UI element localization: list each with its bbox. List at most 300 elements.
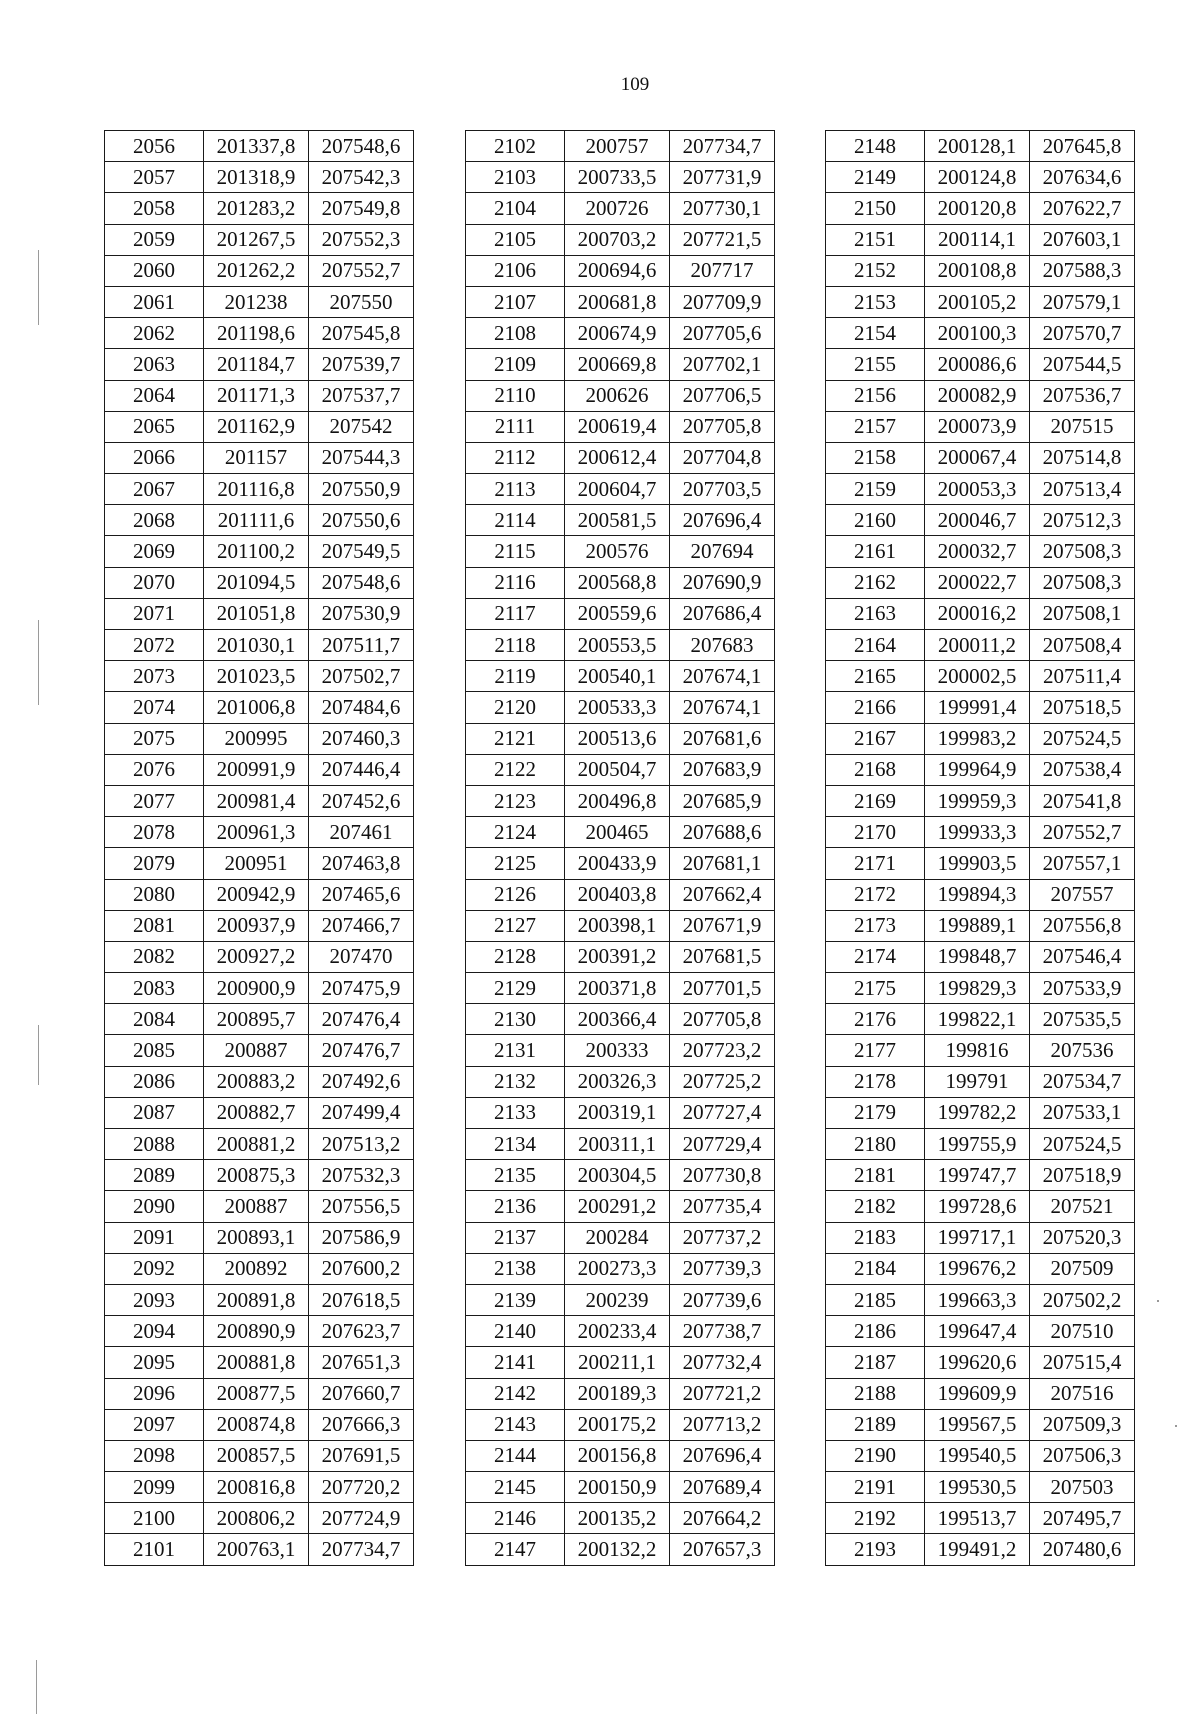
y-coordinate-cell: 207511,7 <box>309 630 414 661</box>
table-row <box>826 598 1135 629</box>
point-number-cell: 2070 <box>105 567 204 598</box>
point-number-cell: 2060 <box>105 255 204 286</box>
point-number-cell: 2150 <box>826 193 925 224</box>
point-number-cell: 2140 <box>466 1316 565 1347</box>
table-row <box>105 941 414 972</box>
y-coordinate-cell: 207550,6 <box>309 505 414 536</box>
table-row <box>105 224 414 255</box>
y-coordinate-cell: 207524,5 <box>1030 1129 1135 1160</box>
table-row <box>105 474 414 505</box>
point-number-cell: 2095 <box>105 1347 204 1378</box>
x-coordinate-cell: 199959,3 <box>925 785 1030 816</box>
point-number-cell: 2084 <box>105 1004 204 1035</box>
y-coordinate-cell: 207696,4 <box>670 505 775 536</box>
table-row <box>466 1191 775 1222</box>
y-coordinate-cell: 207706,5 <box>670 380 775 411</box>
y-coordinate-cell: 207723,2 <box>670 1035 775 1066</box>
point-number-cell: 2098 <box>105 1440 204 1471</box>
table-row <box>826 1534 1135 1565</box>
point-number-cell: 2079 <box>105 848 204 879</box>
table-row <box>826 505 1135 536</box>
table-row <box>105 1035 414 1066</box>
point-number-cell: 2143 <box>466 1409 565 1440</box>
x-coordinate-cell: 200120,8 <box>925 193 1030 224</box>
y-coordinate-cell: 207536,7 <box>1030 380 1135 411</box>
x-coordinate-cell: 200135,2 <box>565 1503 670 1534</box>
table-row <box>105 1534 414 1565</box>
point-number-cell: 2081 <box>105 910 204 941</box>
y-coordinate-cell: 207535,5 <box>1030 1004 1135 1035</box>
scan-artifact-line <box>38 250 39 325</box>
point-number-cell: 2058 <box>105 193 204 224</box>
y-coordinate-cell: 207548,6 <box>309 131 414 162</box>
table-row <box>826 910 1135 941</box>
table-row <box>826 1316 1135 1347</box>
table-row <box>826 224 1135 255</box>
point-number-cell: 2091 <box>105 1222 204 1253</box>
table-row <box>466 1035 775 1066</box>
x-coordinate-cell: 199540,5 <box>925 1440 1030 1471</box>
y-coordinate-cell: 207721,2 <box>670 1378 775 1409</box>
y-coordinate-cell: 207622,7 <box>1030 193 1135 224</box>
x-coordinate-cell: 200681,8 <box>565 286 670 317</box>
point-number-cell: 2158 <box>826 442 925 473</box>
x-coordinate-cell: 200703,2 <box>565 224 670 255</box>
x-coordinate-cell: 201006,8 <box>204 692 309 723</box>
x-coordinate-cell: 200612,4 <box>565 442 670 473</box>
y-coordinate-cell: 207536 <box>1030 1035 1135 1066</box>
x-coordinate-cell: 200304,5 <box>565 1160 670 1191</box>
x-coordinate-cell: 200877,5 <box>204 1378 309 1409</box>
x-coordinate-cell: 200326,3 <box>565 1066 670 1097</box>
x-coordinate-cell: 200175,2 <box>565 1409 670 1440</box>
x-coordinate-cell: 200816,8 <box>204 1472 309 1503</box>
point-number-cell: 2127 <box>466 910 565 941</box>
point-number-cell: 2118 <box>466 630 565 661</box>
y-coordinate-cell: 207463,8 <box>309 848 414 879</box>
x-coordinate-cell: 200942,9 <box>204 879 309 910</box>
table-row <box>466 692 775 723</box>
point-number-cell: 2156 <box>826 380 925 411</box>
y-coordinate-cell: 207446,4 <box>309 754 414 785</box>
point-number-cell: 2069 <box>105 536 204 567</box>
point-number-cell: 2133 <box>466 1097 565 1128</box>
x-coordinate-cell: 200763,1 <box>204 1534 309 1565</box>
y-coordinate-cell: 207701,5 <box>670 973 775 1004</box>
point-number-cell: 2061 <box>105 286 204 317</box>
point-number-cell: 2065 <box>105 411 204 442</box>
table-row <box>466 1066 775 1097</box>
point-number-cell: 2179 <box>826 1097 925 1128</box>
x-coordinate-cell: 200319,1 <box>565 1097 670 1128</box>
y-coordinate-cell: 207518,9 <box>1030 1160 1135 1191</box>
x-coordinate-cell: 199728,6 <box>925 1191 1030 1222</box>
table-row <box>105 193 414 224</box>
y-coordinate-cell: 207509,3 <box>1030 1409 1135 1440</box>
y-coordinate-cell: 207550,9 <box>309 474 414 505</box>
point-number-cell: 2068 <box>105 505 204 536</box>
y-coordinate-cell: 207475,9 <box>309 973 414 1004</box>
point-number-cell: 2177 <box>826 1035 925 1066</box>
y-coordinate-cell: 207685,9 <box>670 785 775 816</box>
y-coordinate-cell: 207738,7 <box>670 1316 775 1347</box>
x-coordinate-cell: 199747,7 <box>925 1160 1030 1191</box>
table-row <box>826 349 1135 380</box>
x-coordinate-cell: 201116,8 <box>204 474 309 505</box>
table-row <box>466 941 775 972</box>
y-coordinate-cell: 207516 <box>1030 1378 1135 1409</box>
x-coordinate-cell: 199609,9 <box>925 1378 1030 1409</box>
y-coordinate-cell: 207544,3 <box>309 442 414 473</box>
x-coordinate-cell: 200604,7 <box>565 474 670 505</box>
table-row <box>105 630 414 661</box>
y-coordinate-cell: 207515,4 <box>1030 1347 1135 1378</box>
point-number-cell: 2128 <box>466 941 565 972</box>
point-number-cell: 2101 <box>105 1534 204 1565</box>
x-coordinate-cell: 199491,2 <box>925 1534 1030 1565</box>
point-number-cell: 2122 <box>466 754 565 785</box>
table-row <box>105 255 414 286</box>
point-number-cell: 2139 <box>466 1284 565 1315</box>
y-coordinate-cell: 207514,8 <box>1030 442 1135 473</box>
y-coordinate-cell: 207657,3 <box>670 1534 775 1565</box>
y-coordinate-cell: 207732,4 <box>670 1347 775 1378</box>
table-row <box>105 1097 414 1128</box>
table-row <box>105 848 414 879</box>
point-number-cell: 2166 <box>826 692 925 723</box>
point-number-cell: 2096 <box>105 1378 204 1409</box>
table-row <box>105 879 414 910</box>
point-number-cell: 2168 <box>826 754 925 785</box>
table-row <box>826 879 1135 910</box>
y-coordinate-cell: 207492,6 <box>309 1066 414 1097</box>
y-coordinate-cell: 207452,6 <box>309 785 414 816</box>
table-row <box>105 567 414 598</box>
x-coordinate-cell: 200961,3 <box>204 817 309 848</box>
y-coordinate-cell: 207618,5 <box>309 1284 414 1315</box>
x-coordinate-cell: 199791 <box>925 1066 1030 1097</box>
x-coordinate-cell: 200900,9 <box>204 973 309 1004</box>
table-row <box>105 1004 414 1035</box>
x-coordinate-cell: 200128,1 <box>925 131 1030 162</box>
point-number-cell: 2082 <box>105 941 204 972</box>
x-coordinate-cell: 200496,8 <box>565 785 670 816</box>
point-number-cell: 2173 <box>826 910 925 941</box>
table-row <box>466 1253 775 1284</box>
table-row <box>466 1347 775 1378</box>
y-coordinate-cell: 207588,3 <box>1030 255 1135 286</box>
point-number-cell: 2189 <box>826 1409 925 1440</box>
point-number-cell: 2180 <box>826 1129 925 1160</box>
table-row <box>826 1409 1135 1440</box>
x-coordinate-cell: 200391,2 <box>565 941 670 972</box>
y-coordinate-cell: 207546,4 <box>1030 941 1135 972</box>
point-number-cell: 2075 <box>105 723 204 754</box>
point-number-cell: 2088 <box>105 1129 204 1160</box>
x-coordinate-cell: 200053,3 <box>925 474 1030 505</box>
point-number-cell: 2120 <box>466 692 565 723</box>
point-number-cell: 2083 <box>105 973 204 1004</box>
y-coordinate-cell: 207734,7 <box>670 131 775 162</box>
point-number-cell: 2092 <box>105 1253 204 1284</box>
point-number-cell: 2176 <box>826 1004 925 1035</box>
y-coordinate-cell: 207503 <box>1030 1472 1135 1503</box>
point-number-cell: 2171 <box>826 848 925 879</box>
point-number-cell: 2153 <box>826 286 925 317</box>
x-coordinate-cell: 199717,1 <box>925 1222 1030 1253</box>
y-coordinate-cell: 207727,4 <box>670 1097 775 1128</box>
table-row <box>105 817 414 848</box>
point-number-cell: 2192 <box>826 1503 925 1534</box>
y-coordinate-cell: 207510 <box>1030 1316 1135 1347</box>
table-row <box>466 318 775 349</box>
point-number-cell: 2059 <box>105 224 204 255</box>
table-row <box>466 598 775 629</box>
x-coordinate-cell: 199848,7 <box>925 941 1030 972</box>
y-coordinate-cell: 207480,6 <box>1030 1534 1135 1565</box>
point-number-cell: 2193 <box>826 1534 925 1565</box>
point-number-cell: 2115 <box>466 536 565 567</box>
x-coordinate-cell: 200553,5 <box>565 630 670 661</box>
x-coordinate-cell: 199513,7 <box>925 1503 1030 1534</box>
point-number-cell: 2107 <box>466 286 565 317</box>
table-row <box>826 1284 1135 1315</box>
point-number-cell: 2104 <box>466 193 565 224</box>
table-row <box>826 474 1135 505</box>
table-row <box>466 817 775 848</box>
table-row <box>466 973 775 1004</box>
table-row <box>105 1409 414 1440</box>
coordinates-table-1 <box>104 130 414 1566</box>
y-coordinate-cell: 207542 <box>309 411 414 442</box>
point-number-cell: 2124 <box>466 817 565 848</box>
y-coordinate-cell: 207557,1 <box>1030 848 1135 879</box>
x-coordinate-cell: 201157 <box>204 442 309 473</box>
y-coordinate-cell: 207717 <box>670 255 775 286</box>
y-coordinate-cell: 207725,2 <box>670 1066 775 1097</box>
point-number-cell: 2146 <box>466 1503 565 1534</box>
point-number-cell: 2186 <box>826 1316 925 1347</box>
y-coordinate-cell: 207731,9 <box>670 162 775 193</box>
table-row <box>826 941 1135 972</box>
y-coordinate-cell: 207689,4 <box>670 1472 775 1503</box>
table-row <box>826 1097 1135 1128</box>
table-row <box>826 1035 1135 1066</box>
x-coordinate-cell: 199889,1 <box>925 910 1030 941</box>
table-row <box>466 536 775 567</box>
y-coordinate-cell: 207508,3 <box>1030 567 1135 598</box>
point-number-cell: 2170 <box>826 817 925 848</box>
point-number-cell: 2149 <box>826 162 925 193</box>
x-coordinate-cell: 200513,6 <box>565 723 670 754</box>
point-number-cell: 2086 <box>105 1066 204 1097</box>
table-row <box>466 1440 775 1471</box>
x-coordinate-cell: 200991,9 <box>204 754 309 785</box>
point-number-cell: 2117 <box>466 598 565 629</box>
point-number-cell: 2062 <box>105 318 204 349</box>
x-coordinate-cell: 200927,2 <box>204 941 309 972</box>
table-row <box>105 1222 414 1253</box>
y-coordinate-cell: 207681,1 <box>670 848 775 879</box>
table-row <box>466 349 775 380</box>
x-coordinate-cell: 200011,2 <box>925 630 1030 661</box>
table-row <box>826 1253 1135 1284</box>
point-number-cell: 2103 <box>466 162 565 193</box>
y-coordinate-cell: 207696,4 <box>670 1440 775 1471</box>
y-coordinate-cell: 207688,6 <box>670 817 775 848</box>
x-coordinate-cell: 200951 <box>204 848 309 879</box>
table-row <box>826 1129 1135 1160</box>
table-row <box>105 1378 414 1409</box>
table-row <box>105 910 414 941</box>
x-coordinate-cell: 199903,5 <box>925 848 1030 879</box>
x-coordinate-cell: 201023,5 <box>204 661 309 692</box>
point-number-cell: 2074 <box>105 692 204 723</box>
table-row <box>826 442 1135 473</box>
x-coordinate-cell: 200105,2 <box>925 286 1030 317</box>
x-coordinate-cell: 200016,2 <box>925 598 1030 629</box>
table-row <box>105 349 414 380</box>
table-row <box>466 474 775 505</box>
table-row <box>105 661 414 692</box>
x-coordinate-cell: 199983,2 <box>925 723 1030 754</box>
point-number-cell: 2183 <box>826 1222 925 1253</box>
point-number-cell: 2100 <box>105 1503 204 1534</box>
y-coordinate-cell: 207508,3 <box>1030 536 1135 567</box>
y-coordinate-cell: 207690,9 <box>670 567 775 598</box>
x-coordinate-cell: 200132,2 <box>565 1534 670 1565</box>
page-number: 109 <box>620 74 650 95</box>
y-coordinate-cell: 207662,4 <box>670 879 775 910</box>
table-row <box>105 318 414 349</box>
x-coordinate-cell: 200067,4 <box>925 442 1030 473</box>
table-row <box>826 1191 1135 1222</box>
y-coordinate-cell: 207556,5 <box>309 1191 414 1222</box>
y-coordinate-cell: 207541,8 <box>1030 785 1135 816</box>
x-coordinate-cell: 199647,4 <box>925 1316 1030 1347</box>
point-number-cell: 2172 <box>826 879 925 910</box>
x-coordinate-cell: 200211,1 <box>565 1347 670 1378</box>
x-coordinate-cell: 200694,6 <box>565 255 670 286</box>
y-coordinate-cell: 207538,4 <box>1030 754 1135 785</box>
y-coordinate-cell: 207603,1 <box>1030 224 1135 255</box>
point-number-cell: 2078 <box>105 817 204 848</box>
table-row <box>105 380 414 411</box>
y-coordinate-cell: 207460,3 <box>309 723 414 754</box>
x-coordinate-cell: 199530,5 <box>925 1472 1030 1503</box>
y-coordinate-cell: 207709,9 <box>670 286 775 317</box>
table-row <box>466 505 775 536</box>
x-coordinate-cell: 200581,5 <box>565 505 670 536</box>
y-coordinate-cell: 207549,8 <box>309 193 414 224</box>
x-coordinate-cell: 199676,2 <box>925 1253 1030 1284</box>
y-coordinate-cell: 207739,6 <box>670 1284 775 1315</box>
y-coordinate-cell: 207634,6 <box>1030 162 1135 193</box>
y-coordinate-cell: 207721,5 <box>670 224 775 255</box>
table-row <box>826 754 1135 785</box>
x-coordinate-cell: 200086,6 <box>925 349 1030 380</box>
table-row <box>105 1191 414 1222</box>
point-number-cell: 2125 <box>466 848 565 879</box>
table-row <box>105 162 414 193</box>
table-row <box>466 193 775 224</box>
scan-artifact-line <box>36 1660 37 1714</box>
x-coordinate-cell: 200291,2 <box>565 1191 670 1222</box>
point-number-cell: 2191 <box>826 1472 925 1503</box>
x-coordinate-cell: 200881,2 <box>204 1129 309 1160</box>
y-coordinate-cell: 207681,5 <box>670 941 775 972</box>
x-coordinate-cell: 200882,7 <box>204 1097 309 1128</box>
y-coordinate-cell: 207544,5 <box>1030 349 1135 380</box>
y-coordinate-cell: 207537,7 <box>309 380 414 411</box>
x-coordinate-cell: 199755,9 <box>925 1129 1030 1160</box>
x-coordinate-cell: 200893,1 <box>204 1222 309 1253</box>
point-number-cell: 2112 <box>466 442 565 473</box>
x-coordinate-cell: 200857,5 <box>204 1440 309 1471</box>
table-row <box>826 1160 1135 1191</box>
x-coordinate-cell: 200895,7 <box>204 1004 309 1035</box>
y-coordinate-cell: 207520,3 <box>1030 1222 1135 1253</box>
y-coordinate-cell: 207511,4 <box>1030 661 1135 692</box>
x-coordinate-cell: 200403,8 <box>565 879 670 910</box>
y-coordinate-cell: 207495,7 <box>1030 1503 1135 1534</box>
table-row <box>826 692 1135 723</box>
point-number-cell: 2164 <box>826 630 925 661</box>
y-coordinate-cell: 207586,9 <box>309 1222 414 1253</box>
point-number-cell: 2134 <box>466 1129 565 1160</box>
table-row <box>466 1129 775 1160</box>
x-coordinate-cell: 200568,8 <box>565 567 670 598</box>
table-row <box>105 1160 414 1191</box>
y-coordinate-cell: 207713,2 <box>670 1409 775 1440</box>
x-coordinate-cell: 200333 <box>565 1035 670 1066</box>
table-row <box>826 1440 1135 1471</box>
table-row <box>466 1534 775 1565</box>
point-number-cell: 2080 <box>105 879 204 910</box>
x-coordinate-cell: 201318,9 <box>204 162 309 193</box>
x-coordinate-cell: 200022,7 <box>925 567 1030 598</box>
table-row <box>466 785 775 816</box>
table-row <box>826 723 1135 754</box>
x-coordinate-cell: 200504,7 <box>565 754 670 785</box>
table-row <box>105 973 414 1004</box>
x-coordinate-cell: 201100,2 <box>204 536 309 567</box>
table-row <box>466 1409 775 1440</box>
x-coordinate-cell: 199829,3 <box>925 973 1030 1004</box>
y-coordinate-cell: 207539,7 <box>309 349 414 380</box>
table-row <box>466 1004 775 1035</box>
y-coordinate-cell: 207533,9 <box>1030 973 1135 1004</box>
x-coordinate-cell: 200150,9 <box>565 1472 670 1503</box>
x-coordinate-cell: 200887 <box>204 1035 309 1066</box>
x-coordinate-cell: 200995 <box>204 723 309 754</box>
x-coordinate-cell: 201030,1 <box>204 630 309 661</box>
point-number-cell: 2157 <box>826 411 925 442</box>
x-coordinate-cell: 200887 <box>204 1191 309 1222</box>
x-coordinate-cell: 200669,8 <box>565 349 670 380</box>
point-number-cell: 2119 <box>466 661 565 692</box>
table-row <box>466 1472 775 1503</box>
point-number-cell: 2071 <box>105 598 204 629</box>
table-row <box>105 1472 414 1503</box>
table-row <box>826 536 1135 567</box>
table-row <box>466 1284 775 1315</box>
x-coordinate-cell: 201198,6 <box>204 318 309 349</box>
point-number-cell: 2165 <box>826 661 925 692</box>
y-coordinate-cell: 207550 <box>309 286 414 317</box>
table-row <box>826 411 1135 442</box>
point-number-cell: 2066 <box>105 442 204 473</box>
